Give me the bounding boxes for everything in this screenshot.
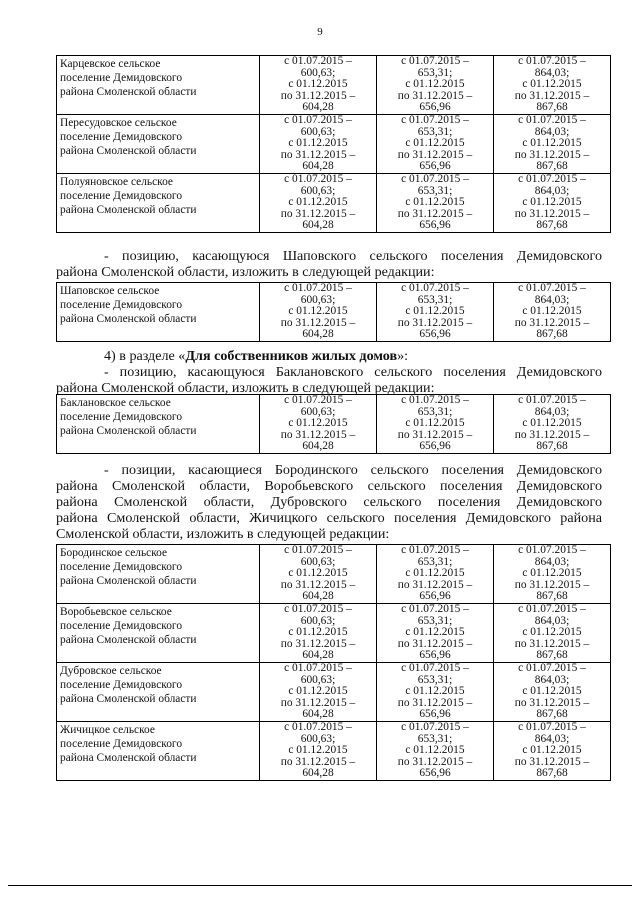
tariff-value-line: по 31.12.2015 – xyxy=(397,207,473,220)
settlement-name-line: Полуяновское сельское xyxy=(60,175,173,188)
settlement-name-line: Шаповское сельское xyxy=(60,285,160,297)
tariff-table-4 xyxy=(56,544,611,781)
tariff-value-line: по 31.12.2015 – xyxy=(397,89,473,102)
tariff-value-line: с 01.12.2015 xyxy=(405,685,465,698)
tariff-value-line: по 31.12.2015 – xyxy=(280,696,356,709)
tariff-value-line: по 31.12.2015 – xyxy=(280,637,356,650)
section-suffix: »: xyxy=(397,348,409,364)
tariff-value-line: с 01.07.2015 – xyxy=(518,720,586,733)
section-prefix: 4) в разделе « xyxy=(104,348,186,364)
settlement-name-line: Жичицкое сельское xyxy=(60,723,155,736)
settlement-name xyxy=(57,56,260,115)
tariff-value-line: по 31.12.2015 – xyxy=(514,637,590,650)
paragraph-line: района Смоленской области, Жичицкого сельского поселения Демидовского района xyxy=(56,510,602,526)
tariff-value-line: 656,96 xyxy=(419,440,451,453)
table-row xyxy=(57,721,611,780)
tariff-value-line: по 31.12.2015 – xyxy=(514,148,590,161)
settlement-name xyxy=(57,173,260,232)
tariff-value-line: с 01.12.2015 xyxy=(522,78,582,91)
settlement-name-line: района Смоленской области xyxy=(60,144,197,157)
tariff-value-line: по 31.12.2015 – xyxy=(514,696,590,709)
tariff-value-line: по 31.12.2015 – xyxy=(280,207,356,220)
settlement-name xyxy=(57,395,260,454)
tariff-value-line: по 31.12.2015 – xyxy=(514,89,590,102)
tariff-value-col3 xyxy=(494,283,611,342)
tariff-value-col3 xyxy=(494,545,611,604)
tariff-value-col2 xyxy=(377,395,494,454)
paragraph-baklanovskoe xyxy=(56,364,602,396)
tariff-value-line: 656,96 xyxy=(419,590,451,603)
tariff-value-col3 xyxy=(494,721,611,780)
tariff-value-line: с 01.12.2015 xyxy=(288,567,348,580)
tariff-value-line: с 01.12.2015 xyxy=(288,305,348,318)
tariff-value-line: с 01.12.2015 xyxy=(522,417,582,430)
tariff-value-line: с 01.07.2015 – xyxy=(401,720,469,733)
tariff-value-line: с 01.07.2015 – xyxy=(518,544,586,556)
tariff-value-line: с 01.12.2015 xyxy=(522,305,582,318)
tariff-value-line: с 01.07.2015 – xyxy=(401,113,469,126)
tariff-value-line: 653,31; xyxy=(417,405,453,418)
tariff-value-line: с 01.07.2015 – xyxy=(284,602,352,615)
tariff-value-line: 600,63; xyxy=(300,405,336,418)
tariff-value-line: 600,63; xyxy=(300,732,336,745)
tariff-value-line: 653,31; xyxy=(417,732,453,745)
tariff-value-line: с 01.12.2015 xyxy=(405,626,465,639)
tariff-value-line: 864,03; xyxy=(534,66,570,79)
tariff-value-col2 xyxy=(377,283,494,342)
tariff-value-line: с 01.12.2015 xyxy=(288,78,348,91)
settlement-name-line: района Смоленской области xyxy=(60,86,197,98)
settlement-name-line: района Смоленской области xyxy=(60,203,197,216)
tariff-value-line: по 31.12.2015 – xyxy=(280,428,356,441)
tariff-value-line: с 01.07.2015 – xyxy=(518,661,586,674)
tariff-value-line: 656,96 xyxy=(419,219,451,232)
tariff-value-line: с 01.12.2015 xyxy=(522,196,582,209)
table-row xyxy=(57,173,611,232)
tariff-value-line: по 31.12.2015 – xyxy=(397,316,473,329)
tariff-value-line: по 31.12.2015 – xyxy=(514,428,590,441)
tariff-value-line: 867,68 xyxy=(536,649,568,662)
settlement-name-line: района Смоленской области xyxy=(60,425,197,437)
table-row xyxy=(57,545,611,604)
tariff-value-line: с 01.07.2015 – xyxy=(401,282,469,294)
tariff-value-line: с 01.12.2015 xyxy=(288,137,348,150)
tariff-value-line: 653,31; xyxy=(417,66,453,79)
tariff-value-line: 600,63; xyxy=(300,614,336,627)
tariff-value-line: с 01.07.2015 – xyxy=(284,720,352,733)
tariff-value-line: по 31.12.2015 – xyxy=(514,316,590,329)
tariff-value-line: с 01.07.2015 – xyxy=(401,544,469,556)
tariff-value-line: 864,03; xyxy=(534,673,570,686)
settlement-name-line: поселение Демидовского xyxy=(60,130,183,143)
tariff-value-line: с 01.07.2015 – xyxy=(518,113,586,126)
settlement-name-line: Карцевское сельское xyxy=(60,58,161,70)
tariff-value-line: с 01.12.2015 xyxy=(405,305,465,318)
settlement-name-line: Воробьевское сельское xyxy=(60,605,172,618)
tariff-value-line: 656,96 xyxy=(419,649,451,662)
tariff-value-col1 xyxy=(260,395,377,454)
tariff-value-line: с 01.12.2015 xyxy=(405,567,465,580)
tariff-value-col1 xyxy=(260,114,377,173)
tariff-value-line: по 31.12.2015 – xyxy=(397,755,473,768)
tariff-value-line: с 01.12.2015 xyxy=(522,567,582,580)
tariff-value-line: 867,68 xyxy=(536,219,568,232)
tariff-value-line: 600,63; xyxy=(300,555,336,568)
tariff-value-line: по 31.12.2015 – xyxy=(397,428,473,441)
tariff-value-line: с 01.12.2015 xyxy=(288,744,348,757)
tariff-value-line: с 01.12.2015 xyxy=(288,626,348,639)
tariff-value-col2 xyxy=(377,173,494,232)
tariff-value-line: с 01.12.2015 xyxy=(522,137,582,150)
paragraph-shapovskoe xyxy=(56,248,602,280)
settlement-name-line: поселение Демидовского xyxy=(60,411,183,423)
settlement-name-line: поселение Демидовского xyxy=(60,561,183,573)
paragraph-line: - позиции, касающиеся Бородинского сельского поселения Демидовского xyxy=(104,462,602,478)
table-row xyxy=(57,114,611,173)
settlement-name-line: Дубровское сельское xyxy=(60,664,162,677)
tariff-value-line: 867,68 xyxy=(536,101,568,114)
tariff-value-line: с 01.07.2015 – xyxy=(401,394,469,406)
tariff-value-line: по 31.12.2015 – xyxy=(397,637,473,650)
page-number: 9 xyxy=(317,26,323,38)
tariff-value-line: с 01.07.2015 – xyxy=(518,172,586,185)
tariff-value-col3 xyxy=(494,114,611,173)
tariff-value-line: 600,63; xyxy=(300,66,336,79)
tariff-value-line: с 01.07.2015 – xyxy=(284,113,352,126)
settlement-name xyxy=(57,114,260,173)
settlement-name-line: Пересудовское сельское xyxy=(60,116,177,129)
tariff-table-2 xyxy=(56,282,611,342)
tariff-value-col2 xyxy=(377,545,494,604)
tariff-value-line: с 01.07.2015 – xyxy=(284,661,352,674)
settlement-name-line: района Смоленской области xyxy=(60,751,197,764)
tariff-value-line: 653,31; xyxy=(417,125,453,138)
settlement-name-line: поселение Демидовского xyxy=(60,72,183,84)
tariff-value-line: с 01.07.2015 – xyxy=(401,55,469,67)
tariff-value-col1 xyxy=(260,173,377,232)
paragraph-line: - позицию, касающуюся Баклановского сельского поселения Демидовского xyxy=(104,364,602,380)
tariff-value-line: с 01.07.2015 – xyxy=(401,661,469,674)
tariff-value-col3 xyxy=(494,395,611,454)
section-heading-4 xyxy=(56,348,602,364)
paragraph-line: района Смоленской области, изложить в следующей редакции: xyxy=(56,380,435,396)
tariff-value-line: с 01.12.2015 xyxy=(522,744,582,757)
tariff-value-col3 xyxy=(494,603,611,662)
tariff-value-line: с 01.12.2015 xyxy=(288,417,348,430)
settlement-name-line: поселение Демидовского xyxy=(60,189,183,202)
settlement-name-line: района Смоленской области xyxy=(60,633,197,646)
tariff-value-line: с 01.07.2015 – xyxy=(518,602,586,615)
tariff-value-line: 656,96 xyxy=(419,160,451,173)
tariff-value-line: 656,96 xyxy=(419,767,451,780)
tariff-value-col3 xyxy=(494,56,611,115)
tariff-value-line: по 31.12.2015 – xyxy=(397,148,473,161)
settlement-name xyxy=(57,283,260,342)
settlement-name-line: поселение Демидовского xyxy=(60,619,183,632)
tariff-value-col1 xyxy=(260,283,377,342)
table-row xyxy=(57,395,611,454)
tariff-table-1 xyxy=(56,55,611,233)
paragraph-line: района Смоленской области, Воробьевского сельского поселения Демидовского xyxy=(56,478,602,494)
tariff-value-line: 604,28 xyxy=(302,708,334,721)
tariff-value-line: 864,03; xyxy=(534,555,570,568)
tariff-value-col1 xyxy=(260,721,377,780)
tariff-value-line: с 01.07.2015 – xyxy=(401,602,469,615)
settlement-name xyxy=(57,603,260,662)
table-row xyxy=(57,603,611,662)
tariff-value-line: 656,96 xyxy=(419,101,451,114)
tariff-value-line: по 31.12.2015 – xyxy=(280,578,356,591)
tariff-value-line: 656,96 xyxy=(419,328,451,341)
table-row xyxy=(57,662,611,721)
tariff-value-line: 653,31; xyxy=(417,293,453,306)
tariff-table-3 xyxy=(56,394,611,454)
tariff-value-col1 xyxy=(260,56,377,115)
tariff-value-line: с 01.07.2015 – xyxy=(518,394,586,406)
tariff-value-line: по 31.12.2015 – xyxy=(514,207,590,220)
tariff-value-col1 xyxy=(260,545,377,604)
tariff-value-line: по 31.12.2015 – xyxy=(280,89,356,102)
tariff-value-line: с 01.12.2015 xyxy=(522,626,582,639)
tariff-value-line: 867,68 xyxy=(536,767,568,780)
settlement-name-line: поселение Демидовского xyxy=(60,678,183,691)
tariff-value-line: с 01.07.2015 – xyxy=(284,55,352,67)
tariff-value-col1 xyxy=(260,603,377,662)
tariff-value-line: по 31.12.2015 – xyxy=(280,755,356,768)
tariff-value-line: 864,03; xyxy=(534,125,570,138)
settlement-name-line: района Смоленской области xyxy=(60,692,197,705)
tariff-value-line: 653,31; xyxy=(417,555,453,568)
tariff-value-line: с 01.07.2015 – xyxy=(284,172,352,185)
table-row xyxy=(57,56,611,115)
settlement-name xyxy=(57,721,260,780)
tariff-value-col1 xyxy=(260,662,377,721)
section-title: Для собственников жилых домов xyxy=(185,348,398,364)
bottom-rule xyxy=(8,885,632,886)
tariff-value-line: с 01.12.2015 xyxy=(405,196,465,209)
tariff-value-line: с 01.12.2015 xyxy=(405,417,465,430)
tariff-value-line: 600,63; xyxy=(300,673,336,686)
tariff-value-line: 604,28 xyxy=(302,328,334,341)
tariff-value-col2 xyxy=(377,662,494,721)
paragraph-multiple xyxy=(56,462,602,542)
paragraph-line: Смоленской области, изложить в следующей редакции: xyxy=(56,526,390,542)
tariff-value-line: 604,28 xyxy=(302,160,334,173)
tariff-value-col3 xyxy=(494,173,611,232)
paragraph-line: - позицию, касающуюся Шаповского сельского поселения Демидовского xyxy=(104,248,602,264)
tariff-value-line: с 01.07.2015 – xyxy=(284,544,352,556)
tariff-value-line: с 01.07.2015 – xyxy=(518,55,586,67)
tariff-value-line: 604,28 xyxy=(302,590,334,603)
tariff-value-line: с 01.07.2015 – xyxy=(518,282,586,294)
tariff-value-line: с 01.12.2015 xyxy=(405,137,465,150)
settlement-name-line: поселение Демидовского xyxy=(60,299,183,311)
tariff-value-line: по 31.12.2015 – xyxy=(280,148,356,161)
tariff-value-line: 867,68 xyxy=(536,160,568,173)
tariff-value-col3 xyxy=(494,662,611,721)
tariff-value-line: 867,68 xyxy=(536,708,568,721)
tariff-value-line: 604,28 xyxy=(302,649,334,662)
tariff-value-line: 653,31; xyxy=(417,184,453,197)
tariff-value-col2 xyxy=(377,603,494,662)
tariff-value-line: 600,63; xyxy=(300,184,336,197)
tariff-value-line: с 01.12.2015 xyxy=(288,196,348,209)
tariff-value-line: по 31.12.2015 – xyxy=(397,696,473,709)
tariff-value-line: по 31.12.2015 – xyxy=(397,578,473,591)
tariff-value-line: 604,28 xyxy=(302,767,334,780)
tariff-value-line: 867,68 xyxy=(536,440,568,453)
tariff-value-line: 867,68 xyxy=(536,328,568,341)
tariff-value-line: 864,03; xyxy=(534,184,570,197)
tariff-value-col2 xyxy=(377,56,494,115)
tariff-value-line: 600,63; xyxy=(300,293,336,306)
tariff-value-line: 604,28 xyxy=(302,101,334,114)
settlement-name-line: Бородинское сельское xyxy=(60,547,168,559)
tariff-value-line: по 31.12.2015 – xyxy=(514,755,590,768)
settlement-name-line: района Смоленской области xyxy=(60,575,197,587)
tariff-value-line: с 01.07.2015 – xyxy=(401,172,469,185)
tariff-value-line: 656,96 xyxy=(419,708,451,721)
tariff-value-line: с 01.07.2015 – xyxy=(284,282,352,294)
settlement-name-line: Баклановское сельское xyxy=(60,397,171,409)
tariff-value-line: 604,28 xyxy=(302,440,334,453)
tariff-value-col2 xyxy=(377,114,494,173)
tariff-value-line: 604,28 xyxy=(302,219,334,232)
tariff-value-line: 864,03; xyxy=(534,405,570,418)
settlement-name xyxy=(57,545,260,604)
tariff-value-line: с 01.07.2015 – xyxy=(284,394,352,406)
tariff-value-line: с 01.12.2015 xyxy=(405,744,465,757)
tariff-value-line: 653,31; xyxy=(417,614,453,627)
tariff-value-line: 653,31; xyxy=(417,673,453,686)
tariff-value-line: по 31.12.2015 – xyxy=(514,578,590,591)
tariff-value-line: 867,68 xyxy=(536,590,568,603)
tariff-value-col2 xyxy=(377,721,494,780)
paragraph-line: района Смоленской области, Дубровского сельского поселения Демидовского xyxy=(56,494,602,510)
paragraph-line: района Смоленской области, изложить в следующей редакции: xyxy=(56,264,435,280)
table-row xyxy=(57,283,611,342)
settlement-name xyxy=(57,662,260,721)
tariff-value-line: 864,03; xyxy=(534,614,570,627)
tariff-value-line: с 01.12.2015 xyxy=(522,685,582,698)
tariff-value-line: 864,03; xyxy=(534,293,570,306)
settlement-name-line: района Смоленской области xyxy=(60,313,197,325)
tariff-value-line: 600,63; xyxy=(300,125,336,138)
tariff-value-line: 864,03; xyxy=(534,732,570,745)
tariff-value-line: с 01.12.2015 xyxy=(288,685,348,698)
tariff-value-line: по 31.12.2015 – xyxy=(280,316,356,329)
tariff-value-line: с 01.12.2015 xyxy=(405,78,465,91)
settlement-name-line: поселение Демидовского xyxy=(60,737,183,750)
